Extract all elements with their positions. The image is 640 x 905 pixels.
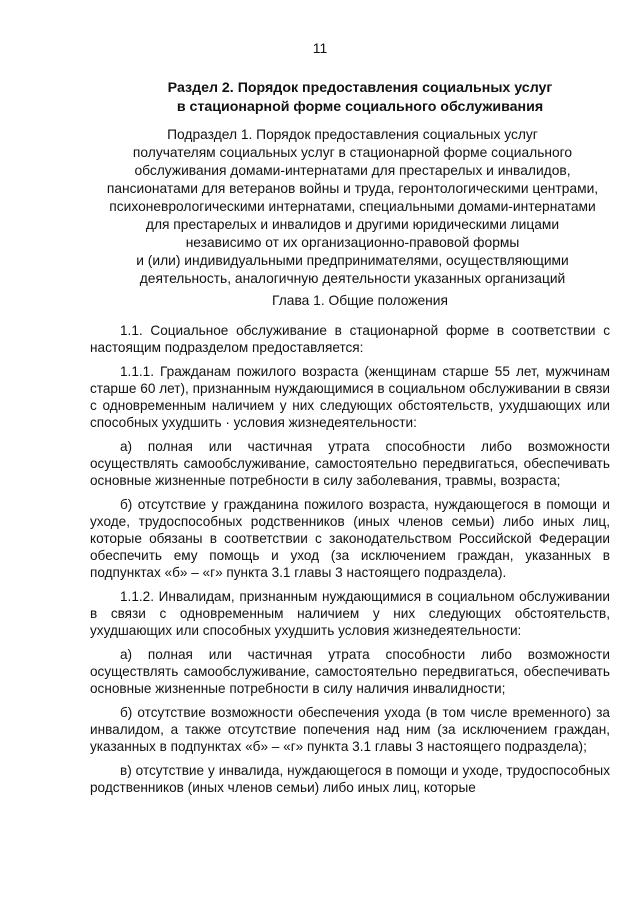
section-title-line-1: Раздел 2. Порядок предоставления социальных услуг	[167, 80, 553, 96]
subsection-title-line-4: пансионатами для ветеранов войны и труда, геронтологическими центрами,	[106, 181, 599, 196]
subsection-title-line-8: и (или) индивидуальными предпринимателями, осуществляющими	[136, 253, 569, 268]
document-body	[90, 322, 610, 803]
subsection-title	[80, 126, 625, 288]
subsection-title-line-2: получателям социальных услуг в стационарной форме социального	[132, 145, 573, 160]
paragraph-1-1-2: 1.1.2. Инвалидам, признанным нуждающимися в социальном обслуживании в связи с одновременным наличием у них следующих обстоятельств, ухудшающих или способных ухудшить условия жизнедеятельности:	[90, 589, 610, 638]
subsection-title-line-1: Подраздел 1. Порядок предоставления социальных услуг	[167, 127, 538, 142]
paragraph-1-1: 1.1. Социальное обслуживание в стационарной форме в соответствии с настоящим подразделом предоставляется:	[90, 323, 610, 355]
paragraph-1-1-2-b: б) отсутствие возможности обеспечения ухода (в том числе временного) за инвалидом, а также отсутствие попечения над ним (за исключением граждан, указанных в подпунктах «б» – «г» пункта 3.1 главы 3 настоящего подраздела);	[90, 705, 610, 754]
paragraph-1-1-1-b: б) отсутствие у гражданина пожилого возраста, нуждающегося в помощи и уходе, трудоспособных родственников (иных членов семьи) либо иных лиц, которые обязаны в соответствии с законодательством Российской Федерации обеспечить ему помощь и уход (за исключением граждан, указанных в подпунктах «б» – «г» пункта 3.1 главы 3 настоящего подраздела).	[90, 497, 610, 580]
section-title-line-2: в стационарной форме социального обслуживания	[176, 99, 544, 115]
paragraph-1-1-1: 1.1.1. Гражданам пожилого возраста (женщинам старше 55 лет, мужчинам старше 60 лет), признанным нуждающимися в социальном обслуживании в связи с одновременным наличием у них следующих обстоятельств, ухудшающих или способных ухудшить · условия жизнедеятельности:	[90, 364, 610, 430]
section-title	[95, 79, 625, 117]
page-number: 11	[312, 40, 328, 56]
paragraph-1-1-1-a: а) полная или частичная утрата способности либо возможности осуществлять самообслуживание, самостоятельно передвигаться, обеспечивать основные жизненные потребности в силу заболевания, травмы, возраста;	[90, 439, 610, 488]
paragraph-1-1-2-a: а) полная или частичная утрата способности либо возможности осуществлять самообслуживание, самостоятельно передвигаться, обеспечивать основные жизненные потребности в силу наличия инвалидности;	[90, 647, 610, 696]
subsection-title-line-3: обслуживания домами-интернатами для престарелых и инвалидов,	[134, 163, 571, 178]
paragraph-1-1-2-v: в) отсутствие у инвалида, нуждающегося в помощи и уходе, трудоспособных родственников (иных членов семьи) либо иных лиц, которые	[90, 763, 610, 795]
subsection-title-line-6: для престарелых и инвалидов и другими юридическими лицами	[145, 217, 560, 232]
subsection-title-line-9: деятельность, аналогичную деятельности указанных организаций	[139, 271, 566, 286]
subsection-title-line-7: независимо от их организационно-правовой формы	[185, 235, 520, 250]
subsection-title-line-5: психоневрологическими интернатами, специальными домами-интернатами	[109, 199, 596, 214]
chapter-title: Глава 1. Общие положения	[272, 293, 448, 308]
